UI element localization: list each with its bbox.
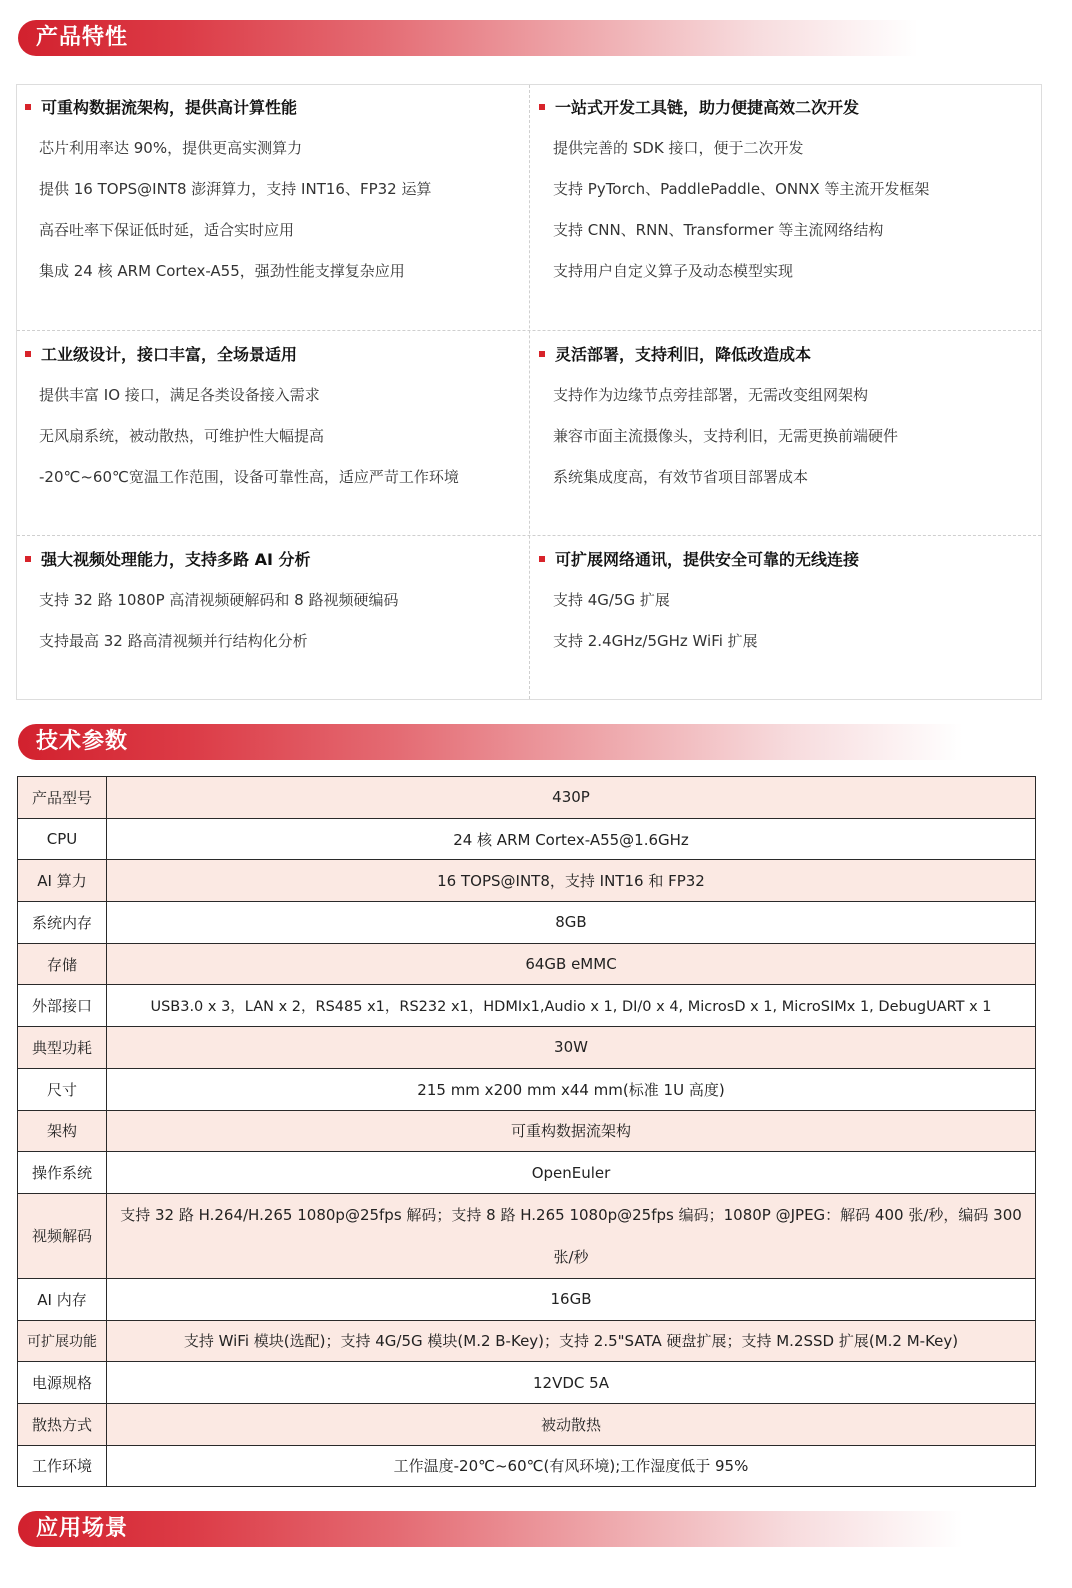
table-row xyxy=(18,1027,1036,1069)
spec-value: 16GB xyxy=(107,1278,1036,1320)
table-row xyxy=(18,1110,1036,1152)
bullet-square-icon xyxy=(539,104,545,110)
spec-value: 支持 WiFi 模块(选配)；支持 4G/5G 模块(M.2 B-Key)；支持 2.5"SATA 硬盘扩展；支持 M.2SSD 扩展(M.2 M-Key) xyxy=(107,1320,1036,1362)
spec-label: CPU xyxy=(18,818,107,860)
feature-item: 集成 24 核 ARM Cortex-A55，强劲性能支撑复杂应用 xyxy=(39,262,405,280)
spec-value: 工作温度-20℃~60℃(有风环境);工作湿度低于 95% xyxy=(107,1445,1036,1487)
spec-value: 430P xyxy=(107,777,1036,819)
feature-title: 工业级设计，接口丰富，全场景适用 xyxy=(25,342,297,365)
spec-value: 24 核 ARM Cortex-A55@1.6GHz xyxy=(107,818,1036,860)
feature-card xyxy=(531,332,1041,536)
spec-label: AI 算力 xyxy=(18,860,107,902)
feature-item: 支持最高 32 路高清视频并行结构化分析 xyxy=(39,632,308,650)
spec-label: 可扩展功能 xyxy=(18,1320,107,1362)
table-row xyxy=(18,902,1036,944)
feature-title: 一站式开发工具链，助力便捷高效二次开发 xyxy=(539,95,859,118)
feature-item: 支持用户自定义算子及动态模型实现 xyxy=(553,262,794,280)
feature-item: 支持 CNN、RNN、Transformer 等主流网络结构 xyxy=(553,221,884,239)
spec-value: 8GB xyxy=(107,902,1036,944)
feature-title: 可重构数据流架构，提供高计算性能 xyxy=(25,95,297,118)
spec-label: 存储 xyxy=(18,943,107,985)
feature-card xyxy=(17,85,529,330)
table-row xyxy=(18,985,1036,1027)
bullet-square-icon xyxy=(25,556,31,562)
feature-title: 强大视频处理能力，支持多路 AI 分析 xyxy=(25,547,310,570)
spec-label: 典型功耗 xyxy=(18,1027,107,1069)
spec-label: 操作系统 xyxy=(18,1152,107,1194)
spec-label: 外部接口 xyxy=(18,985,107,1027)
feature-item: 支持 32 路 1080P 高清视频硬解码和 8 路视频硬编码 xyxy=(39,591,399,609)
feature-item: 兼容市面主流摄像头，支持利旧，无需更换前端硬件 xyxy=(553,427,899,445)
spec-label: 产品型号 xyxy=(18,777,107,819)
feature-item: 提供 16 TOPS@INT8 澎湃算力，支持 INT16、FP32 运算 xyxy=(39,180,432,198)
row-divider xyxy=(17,330,1041,331)
bullet-square-icon xyxy=(539,556,545,562)
feature-item: 高吞吐率下保证低时延，适合实时应用 xyxy=(39,221,295,239)
column-divider xyxy=(529,85,530,699)
spec-value: 可重构数据流架构 xyxy=(107,1110,1036,1152)
spec-label: 视频解码 xyxy=(18,1193,107,1278)
spec-label: 工作环境 xyxy=(18,1445,107,1487)
feature-item: 支持 PyTorch、PaddlePaddle、ONNX 等主流开发框架 xyxy=(553,180,930,198)
spec-label: 散热方式 xyxy=(18,1403,107,1445)
feature-card xyxy=(17,537,529,699)
feature-item: -20℃~60℃宽温工作范围，设备可靠性高，适应严苛工作环境 xyxy=(39,468,459,486)
feature-card xyxy=(531,537,1041,699)
spec-value: 64GB eMMC xyxy=(107,943,1036,985)
bullet-square-icon xyxy=(25,104,31,110)
spec-table xyxy=(17,776,1036,1487)
spec-label: 电源规格 xyxy=(18,1362,107,1404)
spec-value: OpenEuler xyxy=(107,1152,1036,1194)
section-title-applications: 应用场景 xyxy=(36,1516,129,1541)
feature-item: 支持 2.4GHz/5GHz WiFi 扩展 xyxy=(553,632,758,650)
section-header-specs xyxy=(18,724,963,760)
table-row xyxy=(18,1193,1036,1278)
table-row xyxy=(18,1152,1036,1194)
feature-item: 支持作为边缘节点旁挂部署，无需改变组网架构 xyxy=(553,386,869,404)
feature-item: 提供完善的 SDK 接口，便于二次开发 xyxy=(553,139,804,157)
spec-label: 尺寸 xyxy=(18,1068,107,1110)
bullet-square-icon xyxy=(539,351,545,357)
feature-title: 可扩展网络通讯，提供安全可靠的无线连接 xyxy=(539,547,859,570)
table-row xyxy=(18,1320,1036,1362)
table-row xyxy=(18,777,1036,819)
table-row xyxy=(18,1068,1036,1110)
spec-value: USB3.0 x 3，LAN x 2，RS485 x1，RS232 x1，HDMIx1,Audio x 1, DI/0 x 4, MicrosD x 1, MicroSIMx 1, DebugUART x 1 xyxy=(107,985,1036,1027)
spec-value: 215 mm x200 mm x44 mm(标准 1U 高度) xyxy=(107,1068,1036,1110)
table-row xyxy=(18,860,1036,902)
spec-value: 30W xyxy=(107,1027,1036,1069)
table-row xyxy=(18,1362,1036,1404)
features-grid xyxy=(16,84,1042,700)
section-title-features: 产品特性 xyxy=(36,25,129,50)
table-row xyxy=(18,1445,1036,1487)
feature-card xyxy=(531,85,1041,330)
spec-value: 16 TOPS@INT8，支持 INT16 和 FP32 xyxy=(107,860,1036,902)
table-row xyxy=(18,1278,1036,1320)
feature-item: 无风扇系统，被动散热，可维护性大幅提高 xyxy=(39,427,325,445)
spec-label: 架构 xyxy=(18,1110,107,1152)
feature-title: 灵活部署，支持利旧，降低改造成本 xyxy=(539,342,811,365)
spec-label: 系统内存 xyxy=(18,902,107,944)
bullet-square-icon xyxy=(25,351,31,357)
table-row xyxy=(18,818,1036,860)
feature-item: 芯片利用率达 90%，提供更高实测算力 xyxy=(39,139,303,157)
spec-value: 12VDC 5A xyxy=(107,1362,1036,1404)
section-title-specs: 技术参数 xyxy=(36,729,129,754)
section-header-features xyxy=(18,20,918,56)
spec-value: 支持 32 路 H.264/H.265 1080p@25fps 解码；支持 8 路 H.265 1080p@25fps 编码；1080P @JPEG：解码 400 张/秒，编码 300 张/秒 xyxy=(107,1193,1036,1278)
feature-item: 系统集成度高，有效节省项目部署成本 xyxy=(553,468,809,486)
feature-card xyxy=(17,332,529,536)
table-row xyxy=(18,1403,1036,1445)
section-header-applications xyxy=(18,1511,963,1547)
spec-value: 被动散热 xyxy=(107,1403,1036,1445)
spec-label: AI 内存 xyxy=(18,1278,107,1320)
feature-item: 支持 4G/5G 扩展 xyxy=(553,591,670,609)
feature-item: 提供丰富 IO 接口，满足各类设备接入需求 xyxy=(39,386,320,404)
table-row xyxy=(18,943,1036,985)
